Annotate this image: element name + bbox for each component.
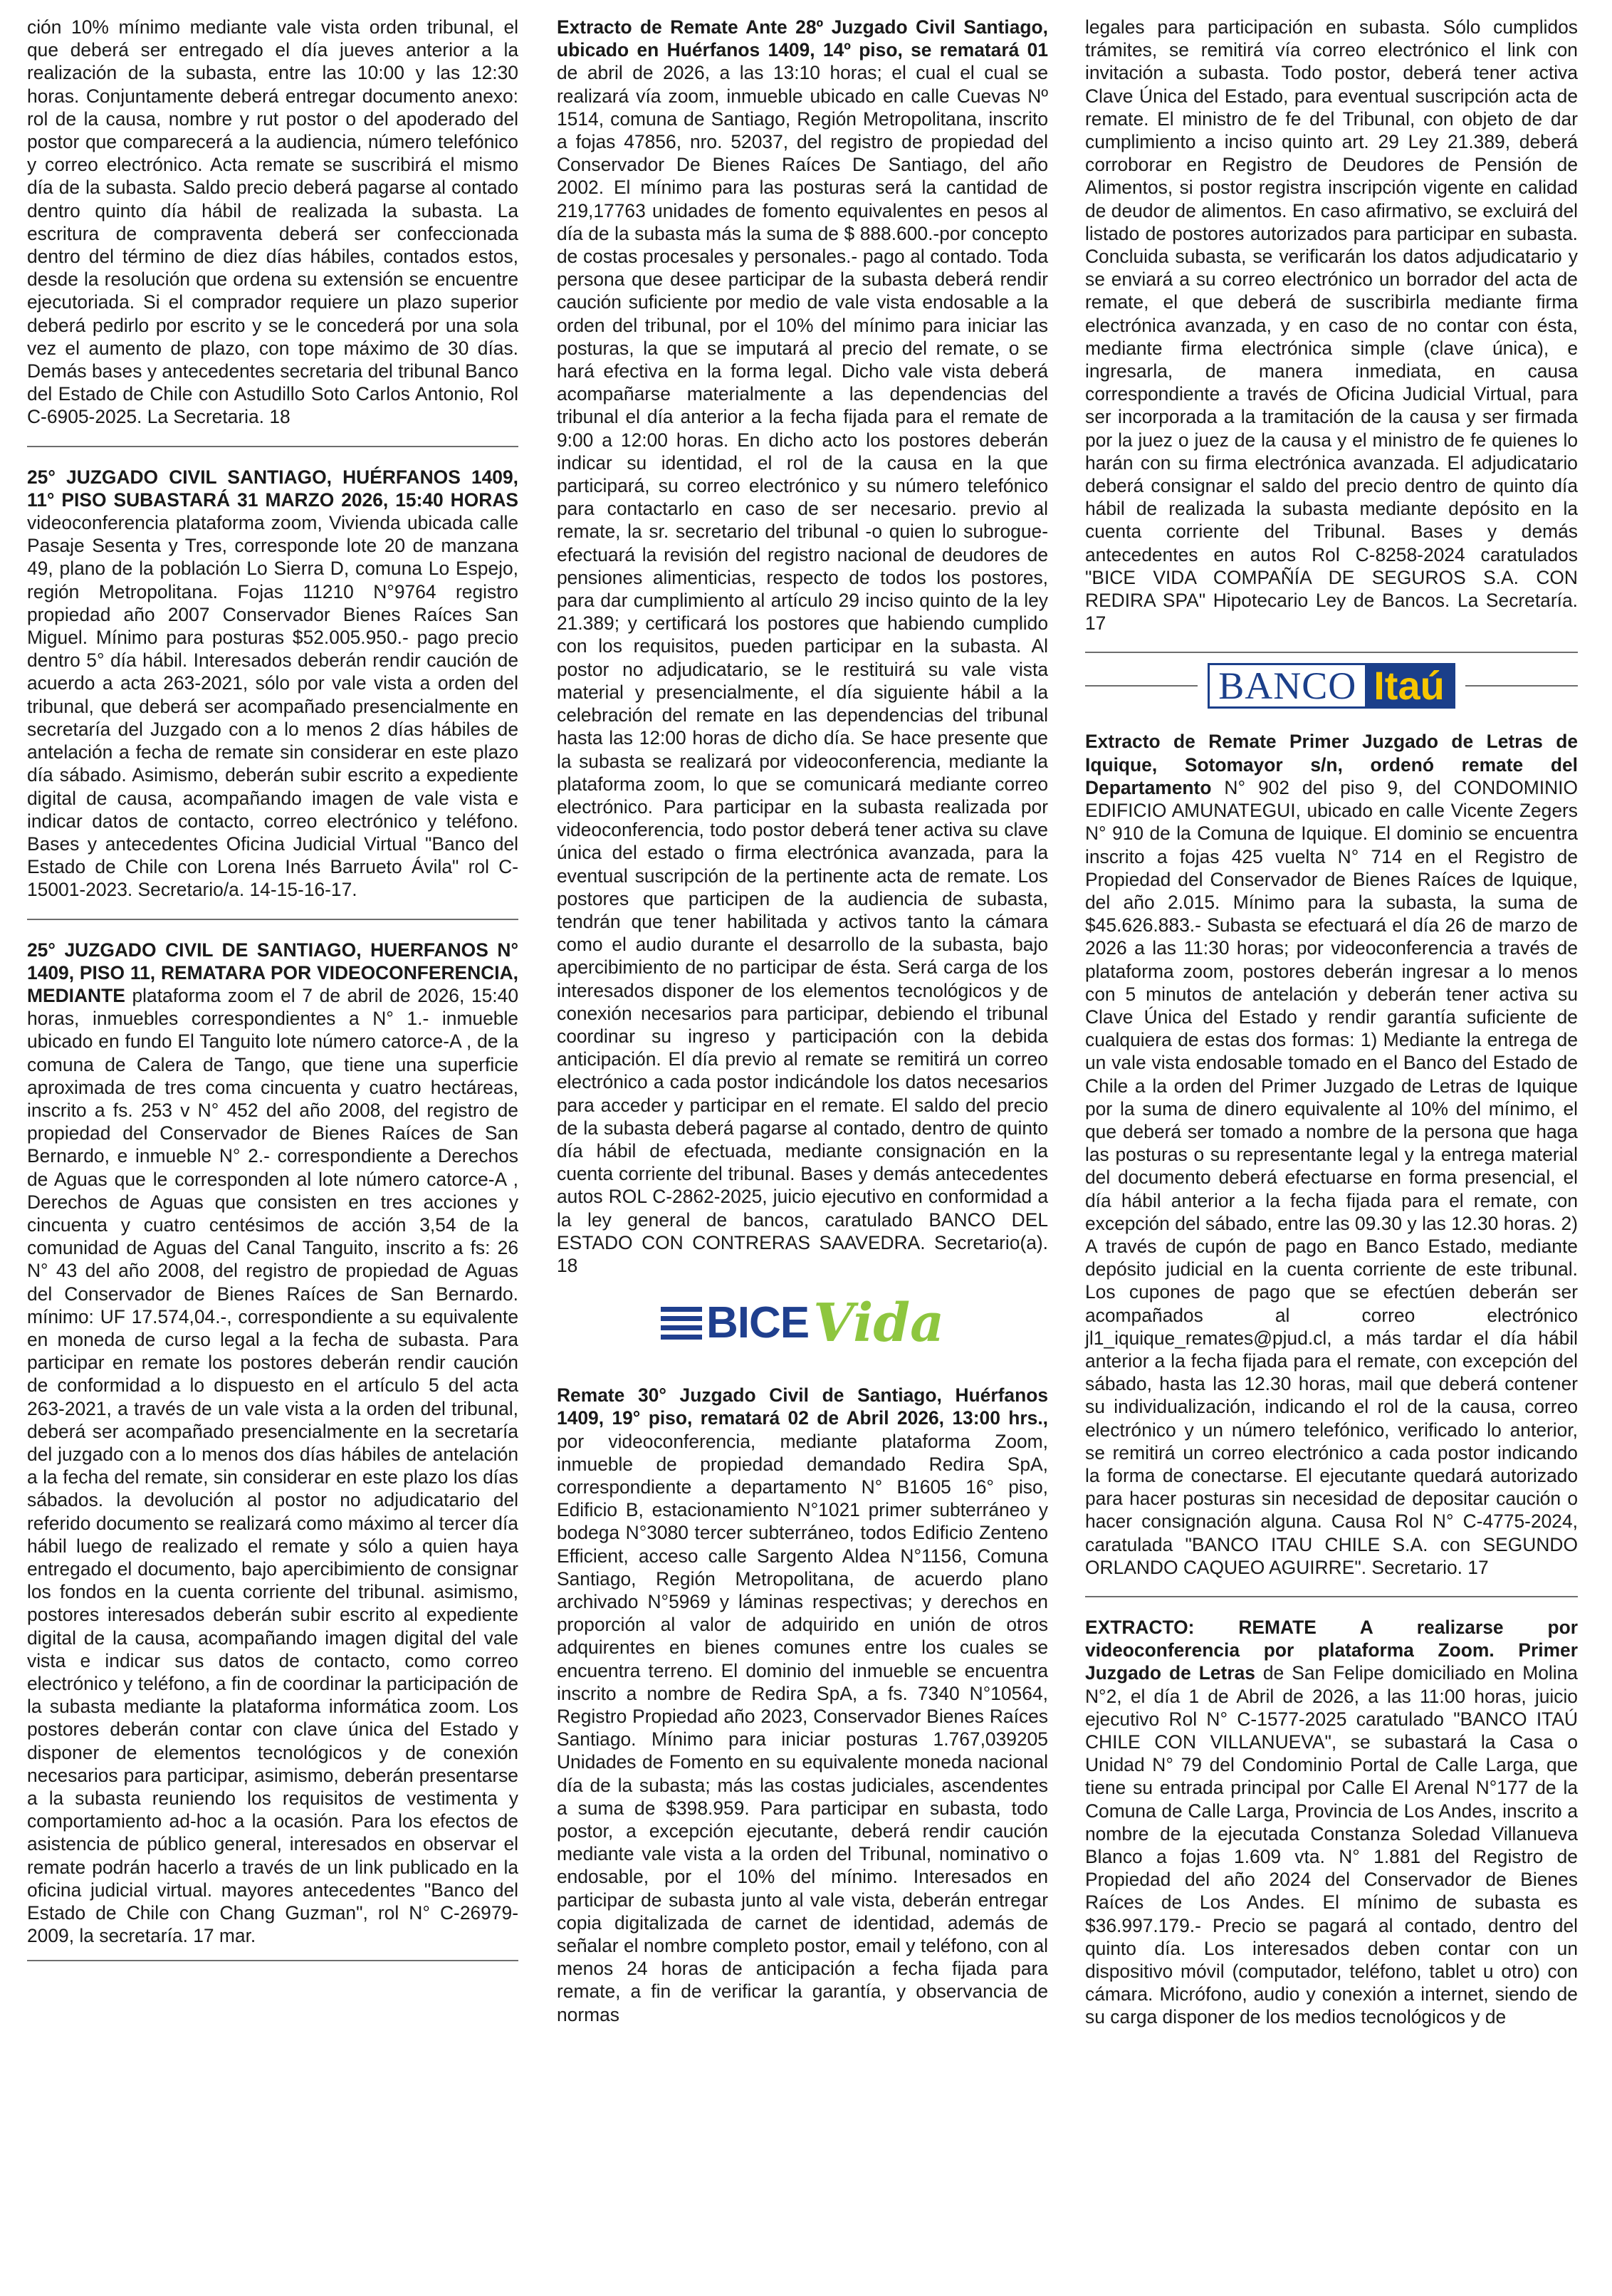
banco-logo-text: BANCO [1210, 665, 1365, 706]
column-1 [27, 16, 518, 1980]
notice-body: de abril de 2026, a las 13:10 horas; el cual el cual se realizará vía zoom, inmueble ubicado en calle Cuevas Nº 1514, comuna de Santiago, Región Metropolitana, inscrito a fojas 47856, nro. 52037, del registro de propiedad del Conservador De Bienes Raíces De Santiago, del año 2002. El mínimo para las posturas será la cantidad de 219,17763 unidades de fomento equivalentes en pesos al día de la subasta más la suma de $ 888.600.-por concepto de costas procesales y personales.- pago al contado. Toda persona que desee participar de la subasta deberá rendir caución suficiente por medio de vale vista endosable a la orden del tribunal, por el 10% del mínimo para iniciar las posturas, la que se imputará al precio del remate, o se hará efectiva en la forma legal. Dicho vale vista deberá acompañarse materialmente a las dependencias del tribunal el día anterior a la fecha fijada para el remate de 9:00 a 12:00 horas. En dicho acto los postores deberán indicar su identidad, el rol de la causa en la que participará, su correo electrónico y su número telefónico para contactarlo en caso de ser necesario. previo al remate, la sr. secretario del tribunal -o quien lo subrogue- efectuará la revisión del registro nacional de deudores de pensiones alimenticias, respecto de todos los postores, para dar cumplimiento al artículo 29 inciso quinto de la ley 21.389; y certificará los postores que habiendo cumplido con los requisitos, pueden participar en la subasta. Al postor no adjudicatario, se le restituirá su vale vista material y presencialmente, el día siguiente hábil a la celebración del remate en las dependencias del tribunal hasta las 12:00 horas de dicho día. Se hace presente que la subasta se realizará por videoconferencia, mediante la plataforma zoom, lo que se comunicará mediante correo electrónico. Para participar en la subasta realizada por videoconferencia, todo postor deberá tener activa su clave única del estado o firma electrónica avanzada, para la eventual suscripción de la pertinente acta de remate. Los postores que participen de la audiencia de subasta, tendrán que tener habilitada y activos tanto la cámara como el audio durante el desarrollo de la subasta, bajo apercibimiento de no participar de ésta. Será carga de los interesados disponer de los elementos tecnológicos y de conexión necesarios para participar, debiendo el tribunal coordinar su ingreso y participación con la debida anticipación. El día previo al remate se remitirá un correo electrónico a cada postor indicándole los datos necesarios para acceder y participar en el remate. El saldo del precio de la subasta deberá pagarse al contado, dentro de quinto día hábil de efectuada, mediante consignación en la cuenta corriente del tribunal. Bases y demás antecedentes autos ROL C-2862-2025, juicio ejecutivo en conformidad a la ley general de bancos, caratulado BANCO DEL ESTADO CON CONTRERAS SAAVEDRA. Secretario(a). 18 [557, 62, 1048, 1276]
notice-c1-1 [27, 16, 518, 429]
notice-c3-3 [1085, 1616, 1578, 2029]
notice-body: videoconferencia plataforma zoom, Vivienda ubicada calle Pasaje Sesenta y Tres, corresponde lote 20 de manzana 49, plano de la población Lo Sierra D, comuna Lo Espejo, región Metropolitana. Fojas 11210 N°9764 registro propiedad año 2007 Conservador Bienes Raíces San Miguel. Mínimo para posturas $52.005.950.- pago precio dentro 5° día hábil. Interesados deberán rendir caución de acuerdo a acta 263-2021, sólo por vale vista a orden del tribunal, que deberá ser acompañado presencialmente en secretaría del Juzgado con a lo menos 2 días hábiles de antelación a fecha de remate sin considerar en este plazo día sábado. Asimismo, deberán subir escrito a expediente digital de causa, acompañando imagen de vale vista e indicar datos de contacto, correo electrónico y teléfono. Bases y antecedentes Oficina Judicial Virtual "Banco del Estado de Chile con Lorena Inés Barrueto Ávila" rol C-15001-2023. Secretario/a. 14-15-16-17. [27, 512, 518, 901]
bice-bars-icon [661, 1307, 702, 1340]
notice-heading: EXTRACTO: REMATE A realizarse por videoconferencia por plataforma Zoom. Primer Juzgado de Letras [1085, 1617, 1578, 1684]
notice-body: N° 902 del piso 9, del CONDOMINIO EDIFICIO AMUNATEGUI, ubicado en calle Vicente Zegers N° 910 de la Comuna de Iquique. El dominio se encuentra inscrito a fojas 425 vuelta N° 714 en el Registro de Propiedad del Conservador de Bienes Raíces de Iquique, del año 2.015. Mínimo para la subasta, la suma de $45.626.883.- Subasta se efectuará el día 26 de marzo de 2026 a las 11:30 horas; por videoconferencia a través de plataforma zoom, postores deberán ingresar a lo menos con 5 minutos de antelación y deberán tener activa su Clave Única del Estado y rendir garantía suficiente de cualquiera de estas dos formas: 1) Mediante la entrega de un vale vista endosable tomado en el Banco del Estado de Chile a la orden del Primer Juzgado de Letras de Iquique por la suma de dinero equivalente al 10% del mínimo, el que deberá ser tomado a nombre de la persona que haga las posturas o su representante legal y la entrega material del documento deberá efectuarse en forma presencial, el día hábil anterior a la fecha fijada para el remate, con excepción del sábado, entre las 09.30 y las 12.30 horas. 2) A través de cupón de pago en Banco Estado, mediante depósito judicial en la cuenta corriente de este tribunal. Los cupones de pago que se efectúen deberán ser acompañados al correo electrónico jl1_iquique_remates@pjud.cl, a más tardar el día hábil anterior a la fecha fijada para el remate, con excepción del sábado, hasta las 12.30 horas, mail que deberá contener su individualización, indicando el rol de la causa, correo electrónico y un número telefónico, verificado lo anterior, se remitirá un correo electrónico a cada postor indicando la forma de conectarse. El ejecutante quedará autorizado para hacer posturas sin necesidad de depositar caución o hacer consignación alguna. Causa Rol N° C-4775-2024, caratulada "BANCO ITAU CHILE S.A. con SEGUNDO ORLANDO CAQUEO AGUIRRE". Secretario. 17 [1085, 776, 1578, 1578]
notice-body: ción 10% mínimo mediante vale vista orden tribunal, el que deberá ser entregado el día jueves anterior a la realización de la subasta, entre las 10:00 y las 12:30 horas. Conjuntamente deberá entregar documento anexo: rol de la causa, nombre y rut postor o del apoderado del postor que comparecerá a la audiencia, número telefónico y correo electrónico. Acta remate se suscribirá el mismo día de la subasta. Saldo precio deberá pagarse al contado dentro quinto día hábil de realizada la subasta. La escritura de compraventa deberá ser confeccionada dentro del término de diez días hábiles, contados estos, desde la resolución que ordena su extensión se encuentre ejecutoriada. Si el comprador requiere un plazo superior deberá pedirlo por escrito y se le concederá por una sola vez el aumento de plazo, con tope máximo de 30 días. Demás bases y antecedentes secretaria del tribunal Banco del Estado de Chile con Astudillo Soto Carlos Antonio, Rol C-6905-2025. La Secretaria. 18 [27, 16, 518, 428]
notice-heading: 25° JUZGADO CIVIL DE SANTIAGO, HUERFANOS N° 1409, PISO 11, REMATARA POR VIDEOCONFERENCIA, MEDIANTE [27, 939, 518, 1006]
notice-heading: Extracto de Remate Primer Juzgado de Letras de Iquique, Sotomayor s/n, ordenó remate del Departamento [1085, 731, 1578, 798]
notice-c2-1 [557, 16, 1048, 1277]
notice-c3-2 [1085, 730, 1578, 1579]
vida-logo-text: Vida [813, 1293, 945, 1355]
column-2 [557, 16, 1048, 2026]
notice-c3-1 [1085, 16, 1578, 635]
notice-c2-2 [557, 1384, 1048, 2026]
divider [1085, 652, 1578, 653]
notice-body: legales para participación en subasta. Sólo cumplidos trámites, se remitirá vía correo electrónico el link con invitación a subasta. Todo postor, deberá tener activa Clave Única del Estado, para eventual suscripción acta de remate. El ministro de fe del Tribunal, con objeto de dar cumplimiento a inciso quinto art. 29 Ley 21.389, deberá corroborar en Registro de Deudores de Pensión de Alimentos, si postor registra inscripción vigente en calidad de deudor de alimentos. En caso afirmativo, se excluirá del listado de postores autorizados para participar en subasta. Concluida subasta, se verificarán los datos adjudicatario y se enviará a su correo electrónico un borrador del acta de remate, el que deberá de suscribirla mediante firma electrónica avanzada, y en caso de no contar con ésta, mediante firma electrónica simple (clave única), e ingresarla, de manera inmediata, en causa correspondiente a través de Oficina Judicial Virtual, para ser incorporada a la tramitación de la causa y ser firmada por la juez o juez de la causa y el ministro de fe quienes lo harán con su firma electrónica avanzada. El adjudicatario deberá consignar el saldo del precio dentro de quinto día hábil de realizada la subasta mediante depósito en la cuenta corriente del Tribunal. Bases y demás antecedentes en autos Rol C-8258-2024 caratulados "BICE VIDA COMPAÑÍA DE SEGUROS S.A. CON REDIRA SPA" Hipotecario Ley de Bancos. La Secretaría. 17 [1085, 16, 1578, 635]
divider [1085, 1596, 1578, 1597]
notice-body: por videoconferencia, mediante plataforma Zoom, inmueble de propiedad demandado Redira SpA, correspondiente a departamento N° B1605 16° piso, Edificio B, estacionamiento N°1021 primer subterráneo y bodega N°3080 tercer subterráneo, todos Edificio Zenteno Efficient, acceso calle Sargento Aldea N°1156, Comuna Santiago, Región Metropolitana, de acuerdo plano archivado N°5969 y láminas respectivas; y derechos en proporción al valor de adquirido en unión de otros adquirentes en bienes comunes entre los cuales se encuentra terreno. El dominio del inmueble se encuentra inscrito a nombre de Redira SpA, a fs. 7340 N°10564, Registro Propiedad año 2023, Conservador Bienes Raíces Santiago. Mínimo para iniciar posturas 1.767,039205 Unidades de Fomento en su equivalente moneda nacional día de la subasta; más las costas judiciales, ascendentes a suma de $398.959. Para participar en subasta, todo postor, a excepción ejecutante, deberá rendir caución mediante vale vista a la orden del Tribunal, nominativo o endosable, por el 10% del mínimo. Interesados en participar de subasta junto al vale vista, deberán entregar copia digitalizada de carnet de identidad, además de señalar el nombre completo postor, email y teléfono, con al menos 24 horas de anticipación a fecha fijada para remate, a fin de verificar la garantía, y observancia de normas [557, 1430, 1048, 2025]
bice-logo-text: BICE [706, 1298, 810, 1348]
bice-vida-logo [557, 1291, 1048, 1355]
notice-c1-3 [27, 939, 518, 1948]
column-3 [1085, 16, 1578, 2029]
notice-heading: Extracto de Remate Ante 28º Juzgado Civil Santiago, ubicado en Huérfanos 1409, 14º piso, se rematará 01 [557, 16, 1048, 61]
notice-c1-2 [27, 466, 518, 902]
divider [27, 446, 518, 447]
notice-heading: Remate 30° Juzgado Civil de Santiago, Huérfanos 1409, 19° piso, rematará 02 de Abril 2026, 13:00 hrs., [557, 1384, 1048, 1429]
notice-body: de San Felipe domiciliado en Molina N°2, el día 1 de Abril de 2026, a las 11:00 horas, juicio ejecutivo Rol N° C-1577-2025 caratulado "BANCO ITAÚ CHILE CON VILLANUEVA", se subastará la Casa o Unidad N° 79 del Condominio Portal de Calle Larga, que tiene su entrada principal por Calle El Arenal N°177 de la Comuna de Calle Larga, Provincia de Los Andes, inscrito a nombre de la ejecutada Constanza Soledad Villanueva Blanco a fojas 1.609 vta. N° 1.881 del Registro de Propiedad del año 2024 del Conservador de Bienes Raíces de Los Andes. El mínimo de subasta es $36.997.179.- Precio se pagará al contado, dentro del quinto día. Los interesados deben contar con un dispositivo móvil (computador, teléfono, tablet u otro) con cámara. Micrófono, audio y conexión a internet, siendo de su carga disponer de los medios tecnológicos y de [1085, 1662, 1578, 2028]
itau-logo-text: Itaú [1365, 665, 1453, 706]
notice-heading: 25° JUZGADO CIVIL SANTIAGO, HUÉRFANOS 1409, 11° PISO SUBASTARÁ 31 MARZO 2026, 15:40 HORAS [27, 466, 518, 511]
divider [27, 919, 518, 920]
notice-body: plataforma zoom el 7 de abril de 2026, 15:40 horas, inmuebles correspondientes a N° 1.- inmueble ubicado en fundo El Tanguito lote número catorce-A , de la comuna de Calera de Tango, que tiene una superficie aproximada de tres coma cincuenta y cuatro hectáreas, inscrito a fs. 253 v N° 452 del año 2008, del registro de propiedad del Conservador de Bienes Raíces de San Bernardo, e inmueble N° 2.- correspondiente a Derechos de Aguas que le corresponden al lote número catorce-A , Derechos de Aguas que consisten en tres acciones y cincuenta y cuatro centésimos de acción 3,54 de la comunidad de Aguas del Canal Tanguito, inscrito a fs: 26 N° 43 del año 2008, del registro de propiedad de Aguas del Conservador de Bienes Raíces de San Bernardo. mínimo: UF 17.574,04.-, correspondiente a su equivalente en moneda de curso legal a la fecha de subasta. Para participar en remate los postores deberán rendir caución de conformidad a lo dispuesto en el artículo 5 del acta 263-2021, a través de un vale vista a la orden del tribunal, deberá ser acompañado presencialmente en la secretaría del juzgado con a lo menos dos días hábiles de antelación a la fecha del remate, sin considerar en este plazo los días sábados. la devolución al postor no adjudicatario del referido documento se realizará como máximo al tercer día hábil luego de realizado el remate y sólo a quien haya entregado el documento, bajo apercibimiento de consignar los fondos en la cuenta corriente del tribunal. asimismo, postores interesados deberán subir escrito al expediente digital de la causa, acompañando imagen digital del vale vista e indicar sus datos de contacto, como correo electrónico y teléfono, a fin de coordinar la participación de la subasta mediante la plataforma informática zoom. Los postores deberán contar con clave única del Estado y disponer de elementos tecnológicos y de conexión necesarios para participar, asimismo, deberán presentarse a la subasta reuniendo los requisitos de vestimenta y comportamiento ad-hoc a la ocasión. Para los efectos de asistencia de público general, interesados en observar el remate podrán hacerlo a través de un link publicado en la oficina judicial virtual. mayores antecedentes "Banco del Estado de Chile con Chang Guzman", rol N° C-26979-2009, la secretaría. 17 mar. [27, 984, 518, 1947]
banco-itau-logo [1085, 663, 1578, 709]
divider [27, 1960, 518, 1961]
